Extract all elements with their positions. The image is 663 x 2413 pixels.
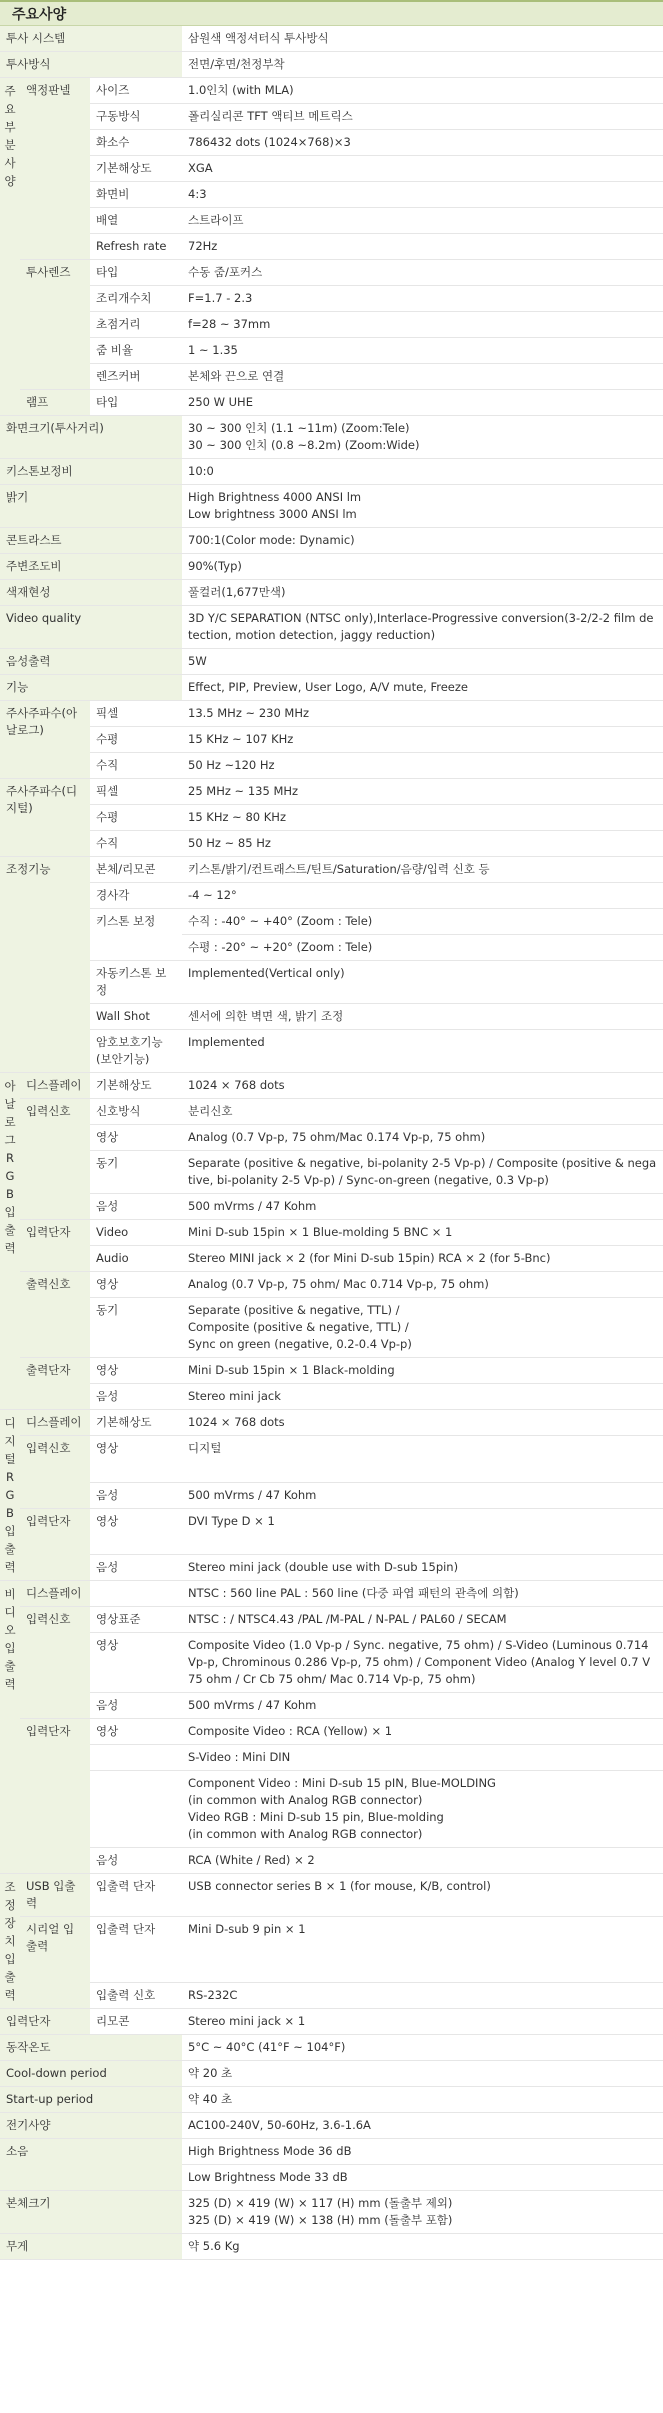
spec-value: Component Video : Mini D-sub 15 pIN, Blue-MOLDING (in common with Analog RGB connector) Video RGB : Mini D-sub 15 pin, Blue-molding (in common with Analog RGB connector) xyxy=(182,1771,663,1848)
spec-label: Cool-down period xyxy=(0,2061,182,2087)
spec-row xyxy=(0,1410,663,1436)
group-digital-rgb: 디 지 털 R G B 입 출 력 xyxy=(0,1410,20,1581)
spec-label: Start-up period xyxy=(0,2087,182,2113)
spec-value: DVI Type D × 1 xyxy=(182,1508,663,1555)
spec-row xyxy=(0,1581,663,1607)
spec-row xyxy=(0,1298,663,1358)
spec-label: 입력단자 xyxy=(20,1508,90,1581)
spec-sublabel: 기본해상도 xyxy=(90,1410,182,1436)
spec-sublabel: 배열 xyxy=(90,208,182,234)
spec-sublabel: 타입 xyxy=(90,390,182,416)
spec-label: 화면크기(투사거리) xyxy=(0,416,182,459)
spec-value: F=1.7 - 2.3 xyxy=(182,286,663,312)
spec-row xyxy=(0,1848,663,1874)
spec-row xyxy=(0,701,663,727)
spec-row xyxy=(0,78,663,104)
spec-row xyxy=(0,1874,663,1917)
spec-row xyxy=(0,753,663,779)
spec-sublabel: Audio xyxy=(90,1246,182,1272)
spec-value: Composite Video (1.0 Vp-p / Sync. negative, 75 ohm) / S-Video (Luminous 0.714 Vp-p, Chrominous 0.286 Vp-p, 75 ohm) / Component Video (Analog Y level 0.7 V 75 ohm / Cr Cb 75 ohm/ Mac 0.714 Vp-p, 75 ohm) xyxy=(182,1633,663,1693)
spec-row xyxy=(0,528,663,554)
spec-sublabel: 경사각 xyxy=(90,883,182,909)
spec-sublabel: 음성 xyxy=(90,1555,182,1581)
spec-sublabel: Refresh rate xyxy=(90,234,182,260)
spec-label: 조정기능 xyxy=(0,857,90,1073)
spec-value: Separate (positive & negative, TTL) / Composite (positive & negative, TTL) / Sync on green (negative, 0.2-0.4 Vp-p) xyxy=(182,1298,663,1358)
spec-value: 250 W UHE xyxy=(182,390,663,416)
spec-value: 약 5.6 Kg xyxy=(182,2234,663,2260)
spec-sublabel: 렌즈커버 xyxy=(90,364,182,390)
spec-value: 50 Hz ~ 85 Hz xyxy=(182,831,663,857)
spec-sublabel: 영상 xyxy=(90,1436,182,1483)
spec-value: 25 MHz ~ 135 MHz xyxy=(182,779,663,805)
spec-label: 무게 xyxy=(0,2234,182,2260)
spec-sublabel xyxy=(90,1581,182,1607)
spec-value: Stereo mini jack (double use with D-sub 15pin) xyxy=(182,1555,663,1581)
spec-row xyxy=(0,286,663,312)
spec-row xyxy=(0,182,663,208)
spec-value: NTSC : 560 line PAL : 560 line (다중 파엽 패턴의 관측에 의함) xyxy=(182,1581,663,1607)
group-analog-rgb: 아 날 로 그 R G B 입 출 력 xyxy=(0,1073,20,1410)
spec-sublabel: 픽셀 xyxy=(90,779,182,805)
spec-sublabel: 음성 xyxy=(90,1384,182,1410)
spec-label: 주사주파수(디지털) xyxy=(0,779,90,857)
spec-label: 동작온도 xyxy=(0,2035,182,2061)
spec-value: Low Brightness Mode 33 dB xyxy=(182,2165,663,2191)
spec-value: XGA xyxy=(182,156,663,182)
group-control: 조 정 장 치 입 출 력 xyxy=(0,1874,20,2009)
spec-row xyxy=(0,675,663,701)
spec-sublabel: 음성 xyxy=(90,1482,182,1508)
spec-row xyxy=(0,485,663,528)
spec-title: 주요사양 xyxy=(0,0,663,26)
spec-value: 4:3 xyxy=(182,182,663,208)
spec-value: 325 (D) × 419 (W) × 117 (H) mm (돌출부 제외) 325 (D) × 419 (W) × 138 (H) mm (돌출부 포함) xyxy=(182,2191,663,2234)
spec-value: 약 40 초 xyxy=(182,2087,663,2113)
spec-row xyxy=(0,1073,663,1099)
spec-sublabel: 조리개수치 xyxy=(90,286,182,312)
spec-sublabel: 입출력 단자 xyxy=(90,1917,182,1983)
spec-label: 디스플레이 xyxy=(20,1410,90,1436)
spec-value: 수평 : -20° ~ +20° (Zoom : Tele) xyxy=(182,935,663,961)
spec-label: 투사방식 xyxy=(0,52,182,78)
spec-row xyxy=(0,1194,663,1220)
spec-row xyxy=(0,1917,663,1983)
spec-sublabel: 픽셀 xyxy=(90,701,182,727)
spec-row xyxy=(0,909,663,935)
spec-row xyxy=(0,1004,663,1030)
spec-value: 15 KHz ~ 80 KHz xyxy=(182,805,663,831)
spec-label: 콘트라스트 xyxy=(0,528,182,554)
spec-value: 수직 : -40° ~ +40° (Zoom : Tele) xyxy=(182,909,663,935)
spec-value: 700:1(Color mode: Dynamic) xyxy=(182,528,663,554)
spec-row xyxy=(0,961,663,1004)
spec-sublabel: 음성 xyxy=(90,1693,182,1719)
spec-sublabel: 본체/리모콘 xyxy=(90,857,182,883)
spec-value: 전면/후면/천정부착 xyxy=(182,52,663,78)
spec-table xyxy=(0,26,663,2260)
spec-label: 투사렌즈 xyxy=(20,260,90,390)
spec-sublabel: 기본해상도 xyxy=(90,156,182,182)
spec-value: Stereo mini jack xyxy=(182,1384,663,1410)
spec-label: 입력신호 xyxy=(20,1436,90,1509)
spec-value: 약 20 초 xyxy=(182,2061,663,2087)
spec-row xyxy=(0,1607,663,1633)
spec-row xyxy=(0,1436,663,1483)
spec-label: 본체크기 xyxy=(0,2191,182,2234)
spec-label: 색재현성 xyxy=(0,580,182,606)
spec-value: 1.0인치 (with MLA) xyxy=(182,78,663,104)
spec-label: 소음 xyxy=(0,2139,182,2191)
spec-value: Implemented xyxy=(182,1030,663,1073)
group-main-parts: 주 요 부 분 사 양 xyxy=(0,78,20,416)
spec-sublabel: 키스톤 보정 xyxy=(90,909,182,961)
spec-row xyxy=(0,52,663,78)
spec-value: 폴리실리콘 TFT 액티브 메트릭스 xyxy=(182,104,663,130)
spec-row xyxy=(0,2191,663,2234)
spec-label: USB 입출력 xyxy=(20,1874,90,1917)
spec-value: f=28 ~ 37mm xyxy=(182,312,663,338)
spec-row xyxy=(0,580,663,606)
spec-value: 30 ~ 300 인치 (1.1 ~11m) (Zoom:Tele) 30 ~ 300 인치 (0.8 ~8.2m) (Zoom:Wide) xyxy=(182,416,663,459)
spec-sublabel: 기본해상도 xyxy=(90,1073,182,1099)
spec-sublabel: 음성 xyxy=(90,1848,182,1874)
spec-row xyxy=(0,727,663,753)
spec-row xyxy=(0,2061,663,2087)
spec-row xyxy=(0,2113,663,2139)
spec-sublabel: 화소수 xyxy=(90,130,182,156)
spec-value: Stereo mini jack × 1 xyxy=(182,2009,663,2035)
spec-label: 입력신호 xyxy=(20,1607,90,1719)
spec-value: 스트라이프 xyxy=(182,208,663,234)
spec-row xyxy=(0,208,663,234)
spec-sublabel: Video xyxy=(90,1220,182,1246)
spec-sublabel xyxy=(90,1745,182,1771)
spec-row xyxy=(0,2009,663,2035)
spec-sublabel: 영상 xyxy=(90,1272,182,1298)
spec-sublabel: 자동키스톤 보정 xyxy=(90,961,182,1004)
spec-row xyxy=(0,2234,663,2260)
spec-sublabel: 입출력 단자 xyxy=(90,1874,182,1917)
spec-sublabel: 수직 xyxy=(90,753,182,779)
spec-sublabel: 초점거리 xyxy=(90,312,182,338)
spec-row xyxy=(0,1771,663,1848)
spec-row xyxy=(0,606,663,649)
spec-sublabel: 신호방식 xyxy=(90,1099,182,1125)
spec-row xyxy=(0,779,663,805)
spec-label: 출력신호 xyxy=(20,1272,90,1358)
spec-value: 10:0 xyxy=(182,459,663,485)
spec-label: 액정판넬 xyxy=(20,78,90,260)
spec-row xyxy=(0,831,663,857)
spec-row xyxy=(0,1384,663,1410)
spec-row xyxy=(0,2087,663,2113)
spec-sublabel: 동기 xyxy=(90,1151,182,1194)
spec-value: 500 mVrms / 47 Kohm xyxy=(182,1693,663,1719)
spec-value: 1024 × 768 dots xyxy=(182,1073,663,1099)
spec-label: 입력신호 xyxy=(20,1099,90,1220)
spec-value: 풀컬러(1,677만색) xyxy=(182,580,663,606)
spec-sublabel: Wall Shot xyxy=(90,1004,182,1030)
spec-label: Video quality xyxy=(0,606,182,649)
spec-sublabel: 수평 xyxy=(90,727,182,753)
spec-value: 50 Hz ~120 Hz xyxy=(182,753,663,779)
spec-value: Composite Video : RCA (Yellow) × 1 xyxy=(182,1719,663,1745)
spec-value: 500 mVrms / 47 Kohm xyxy=(182,1194,663,1220)
spec-label: 시리얼 입출력 xyxy=(20,1917,90,2009)
spec-row xyxy=(0,1125,663,1151)
spec-row xyxy=(0,1482,663,1508)
spec-value: 1024 × 768 dots xyxy=(182,1410,663,1436)
spec-value: High Brightness Mode 36 dB xyxy=(182,2139,663,2165)
spec-row xyxy=(0,416,663,459)
spec-sublabel: 수직 xyxy=(90,831,182,857)
spec-sublabel: 영상 xyxy=(90,1508,182,1555)
spec-row xyxy=(0,364,663,390)
spec-sublabel: 음성 xyxy=(90,1194,182,1220)
spec-row xyxy=(0,1693,663,1719)
spec-row xyxy=(0,1983,663,2009)
spec-sublabel: 영상표준 xyxy=(90,1607,182,1633)
spec-sublabel: 리모콘 xyxy=(90,2009,182,2035)
spec-row xyxy=(0,1508,663,1555)
spec-value: USB connector series B × 1 (for mouse, K/B, control) xyxy=(182,1874,663,1917)
spec-value: Mini D-sub 15pin × 1 Black-molding xyxy=(182,1358,663,1384)
spec-value: 디지털 xyxy=(182,1436,663,1483)
spec-sublabel: 구동방식 xyxy=(90,104,182,130)
spec-label: 기능 xyxy=(0,675,182,701)
spec-value: Mini D-sub 9 pin × 1 xyxy=(182,1917,663,1983)
spec-value: 13.5 MHz ~ 230 MHz xyxy=(182,701,663,727)
spec-value: 72Hz xyxy=(182,234,663,260)
spec-row xyxy=(0,1030,663,1073)
spec-sublabel: 줌 비율 xyxy=(90,338,182,364)
spec-sublabel: 화면비 xyxy=(90,182,182,208)
spec-label: 출력단자 xyxy=(20,1358,90,1410)
spec-value: Analog (0.7 Vp-p, 75 ohm/Mac 0.174 Vp-p, 75 ohm) xyxy=(182,1125,663,1151)
spec-row xyxy=(0,1633,663,1693)
spec-label: 램프 xyxy=(20,390,90,416)
group-video: 비 디 오 입 출 력 xyxy=(0,1581,20,1874)
spec-sublabel xyxy=(90,1771,182,1848)
spec-value: 센서에 의한 벽면 색, 밝기 조정 xyxy=(182,1004,663,1030)
spec-row xyxy=(0,1555,663,1581)
spec-value: RS-232C xyxy=(182,1983,663,2009)
spec-sublabel: 영상 xyxy=(90,1719,182,1745)
spec-row xyxy=(0,312,663,338)
spec-row xyxy=(0,1151,663,1194)
spec-value: 786432 dots (1024×768)×3 xyxy=(182,130,663,156)
spec-row xyxy=(0,1358,663,1384)
spec-value: 3D Y/C SEPARATION (NTSC only),Interlace-Progressive conversion(3-2/2-2 film detection, motion detection, jaggy reduction) xyxy=(182,606,663,649)
spec-sublabel: 수평 xyxy=(90,805,182,831)
spec-row xyxy=(0,26,663,52)
spec-sublabel: 영상 xyxy=(90,1125,182,1151)
spec-value: 15 KHz ~ 107 KHz xyxy=(182,727,663,753)
spec-row xyxy=(0,1719,663,1745)
spec-value: 500 mVrms / 47 Kohm xyxy=(182,1482,663,1508)
spec-value: -4 ~ 12° xyxy=(182,883,663,909)
spec-sublabel: 입출력 신호 xyxy=(90,1983,182,2009)
spec-row xyxy=(0,390,663,416)
spec-row xyxy=(0,156,663,182)
spec-value: RCA (White / Red) × 2 xyxy=(182,1848,663,1874)
spec-row xyxy=(0,1272,663,1298)
spec-value: 5W xyxy=(182,649,663,675)
spec-row xyxy=(0,1099,663,1125)
spec-row xyxy=(0,338,663,364)
spec-value: 본체와 끈으로 연결 xyxy=(182,364,663,390)
spec-label: 입력단자 xyxy=(20,1719,90,1874)
spec-sublabel: 영상 xyxy=(90,1633,182,1693)
spec-row xyxy=(0,459,663,485)
spec-row xyxy=(0,1220,663,1246)
spec-label: 디스플레이 xyxy=(20,1073,90,1099)
spec-row xyxy=(0,130,663,156)
spec-label: 주변조도비 xyxy=(0,554,182,580)
spec-label: 키스톤보정비 xyxy=(0,459,182,485)
spec-label: 주사주파수(아날로그) xyxy=(0,701,90,779)
spec-row xyxy=(0,857,663,883)
spec-value: 90%(Typ) xyxy=(182,554,663,580)
spec-row xyxy=(0,805,663,831)
spec-row xyxy=(0,883,663,909)
spec-value: NTSC : / NTSC4.43 /PAL /M-PAL / N-PAL / PAL60 / SECAM xyxy=(182,1607,663,1633)
spec-label: 밝기 xyxy=(0,485,182,528)
spec-value: Analog (0.7 Vp-p, 75 ohm/ Mac 0.714 Vp-p, 75 ohm) xyxy=(182,1272,663,1298)
spec-row xyxy=(0,649,663,675)
spec-sublabel: 영상 xyxy=(90,1358,182,1384)
spec-row xyxy=(0,554,663,580)
spec-label: 디스플레이 xyxy=(20,1581,90,1607)
spec-value: Mini D-sub 15pin × 1 Blue-molding 5 BNC × 1 xyxy=(182,1220,663,1246)
spec-value: 삼원색 액정셔터식 투사방식 xyxy=(182,26,663,52)
spec-row xyxy=(0,260,663,286)
spec-row xyxy=(0,1745,663,1771)
spec-value: 5°C ~ 40°C (41°F ~ 104°F) xyxy=(182,2035,663,2061)
spec-value: AC100-240V, 50-60Hz, 3.6-1.6A xyxy=(182,2113,663,2139)
spec-value: Separate (positive & negative, bi-polanity 2-5 Vp-p) / Composite (positive & negative, bi-polanity 2-5 Vp-p) / Sync-on-green (negative, 0.3 Vp-p) xyxy=(182,1151,663,1194)
spec-row xyxy=(0,2035,663,2061)
spec-label: 음성출력 xyxy=(0,649,182,675)
spec-value: High Brightness 4000 ANSI lm Low brightness 3000 ANSI lm xyxy=(182,485,663,528)
spec-sublabel: 사이즈 xyxy=(90,78,182,104)
spec-value: S-Video : Mini DIN xyxy=(182,1745,663,1771)
spec-label: 전기사양 xyxy=(0,2113,182,2139)
spec-row xyxy=(0,1246,663,1272)
spec-row xyxy=(0,104,663,130)
spec-value: Effect, PIP, Preview, User Logo, A/V mute, Freeze xyxy=(182,675,663,701)
spec-sublabel: 타입 xyxy=(90,260,182,286)
spec-row xyxy=(0,234,663,260)
spec-value: 1 ~ 1.35 xyxy=(182,338,663,364)
spec-value: 수동 줌/포커스 xyxy=(182,260,663,286)
spec-value: 분리신호 xyxy=(182,1099,663,1125)
spec-value: Implemented(Vertical only) xyxy=(182,961,663,1004)
spec-row xyxy=(0,2139,663,2165)
spec-label: 입력단자 xyxy=(0,2009,90,2035)
spec-label: 입력단자 xyxy=(20,1220,90,1272)
spec-sublabel: 동기 xyxy=(90,1298,182,1358)
spec-value: Stereo MINI jack × 2 (for Mini D-sub 15pin) RCA × 2 (for 5-Bnc) xyxy=(182,1246,663,1272)
spec-label: 투사 시스템 xyxy=(0,26,182,52)
spec-value: 키스톤/밝기/컨트래스트/틴트/Saturation/음량/입력 신호 등 xyxy=(182,857,663,883)
spec-sublabel: 암호보호기능(보안기능) xyxy=(90,1030,182,1073)
